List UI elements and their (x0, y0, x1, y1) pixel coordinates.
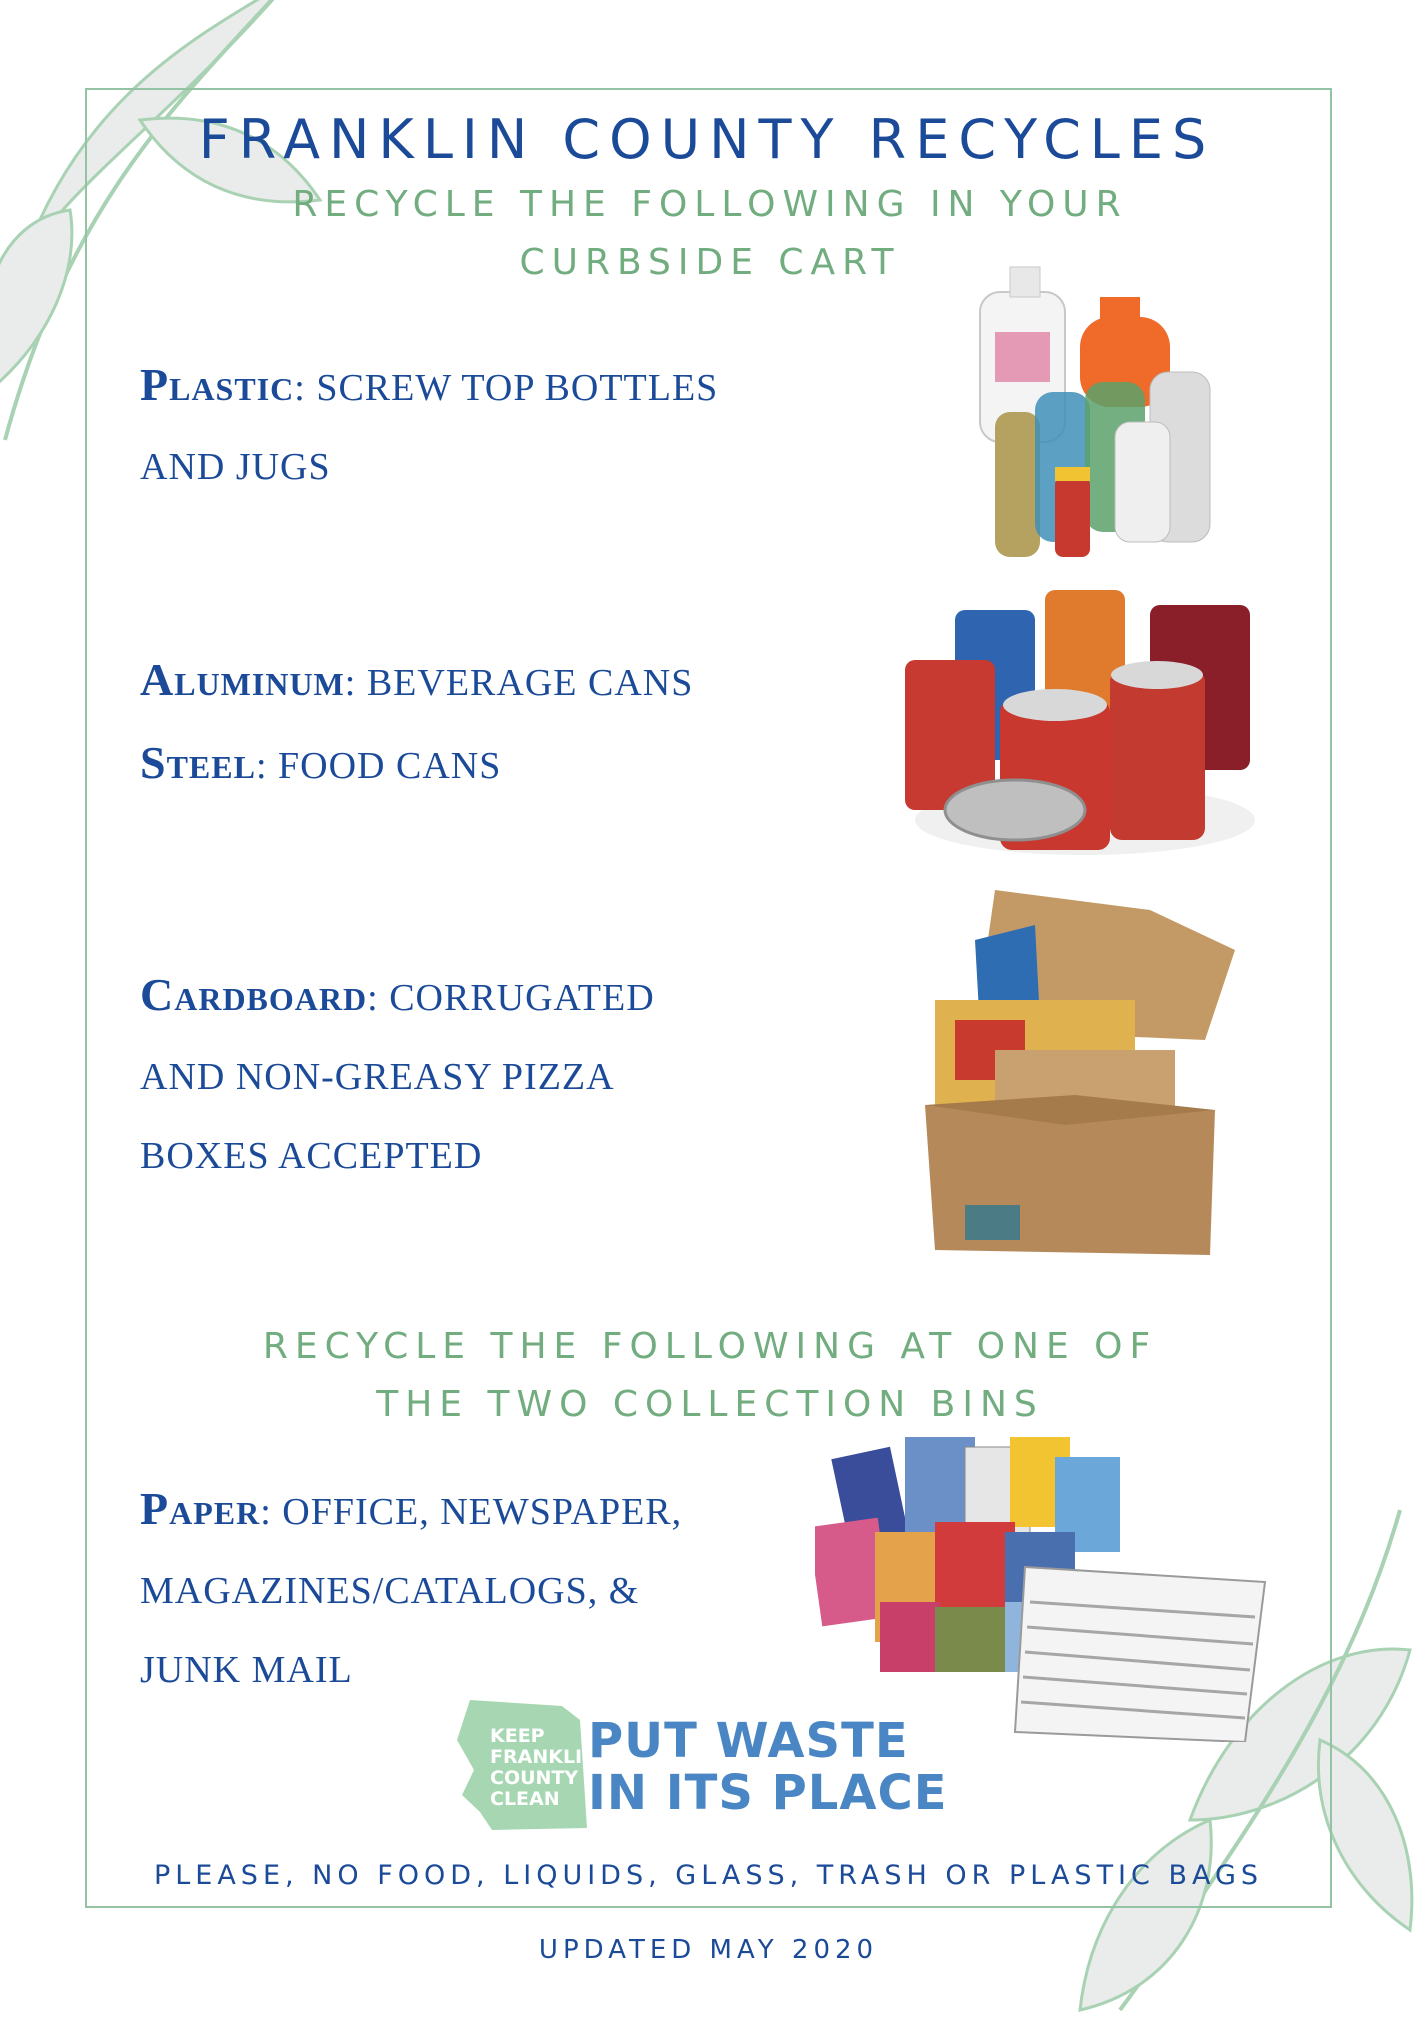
logo-slogan (588, 1715, 948, 1819)
cardboard-separator: : (367, 977, 379, 1019)
bins-heading-line-1: RECYCLE THE FOLLOWING AT ONE OF (262, 1326, 1158, 1367)
logo-slogan-line-1: PUT WASTE (588, 1713, 909, 1769)
metal-items (140, 640, 693, 806)
cardboard-text-line-2: AND NON-GREASY PIZZA (140, 1056, 615, 1098)
paper-text-line-1: OFFICE, NEWSPAPER, (282, 1491, 683, 1533)
cardboard-text-line-3: BOXES ACCEPTED (140, 1135, 483, 1177)
aluminum-text: BEVERAGE CANS (366, 662, 694, 704)
page-title: FRANKLIN COUNTY RECYCLES (198, 108, 1216, 171)
bins-heading (160, 1318, 1260, 1434)
plastic-label: Plastic (140, 359, 295, 410)
aluminum-separator: : (344, 662, 357, 704)
plastic-text-line-1: SCREW TOP BOTTLES (316, 367, 719, 409)
plastic-item (140, 345, 718, 507)
aluminum-label: Aluminum (140, 654, 345, 705)
updated-date: UPDATED MAY 2020 (538, 1935, 879, 1965)
logo-badge-line-1: KEEP (490, 1725, 545, 1747)
logo-badge-line-4: CLEAN (490, 1788, 560, 1810)
curbside-heading-line-1: RECYCLE THE FOLLOWING IN YOUR (292, 184, 1128, 225)
metal-cans-image (895, 580, 1275, 865)
logo-slogan-line-2: IN ITS PLACE (588, 1765, 948, 1821)
plastic-text-line-2: AND JUGS (140, 446, 331, 488)
logo-badge-line-3: COUNTY (490, 1767, 579, 1789)
steel-separator: : (255, 745, 268, 787)
paper-label: Paper (140, 1483, 261, 1534)
paper-separator: : (260, 1491, 272, 1533)
logo-badge-text (490, 1726, 598, 1810)
cardboard-box-image (915, 880, 1235, 1255)
steel-label: Steel (140, 737, 256, 788)
cardboard-item (140, 955, 655, 1196)
cardboard-label: Cardboard (140, 969, 368, 1020)
plastic-separator: : (294, 367, 306, 409)
paper-stack-image (815, 1432, 1275, 1742)
paper-item (140, 1469, 682, 1710)
cardboard-text-line-1: CORRUGATED (389, 977, 655, 1019)
bins-heading-line-2: THE TWO COLLECTION BINS (376, 1384, 1044, 1425)
steel-text: FOOD CANS (278, 745, 502, 787)
paper-text-line-2: MAGAZINES/CATALOGS, & (140, 1570, 640, 1612)
plastic-bottles-image (975, 262, 1245, 567)
logo-badge-line-2: FRANKLIN (490, 1746, 599, 1768)
paper-text-line-3: JUNK MAIL (140, 1649, 353, 1691)
curbside-heading-line-2: CURBSIDE CART (519, 242, 901, 283)
prohibited-items-notice: PLEASE, NO FOOD, LIQUIDS, GLASS, TRASH OR PLASTIC BAGS (153, 1860, 1264, 1891)
